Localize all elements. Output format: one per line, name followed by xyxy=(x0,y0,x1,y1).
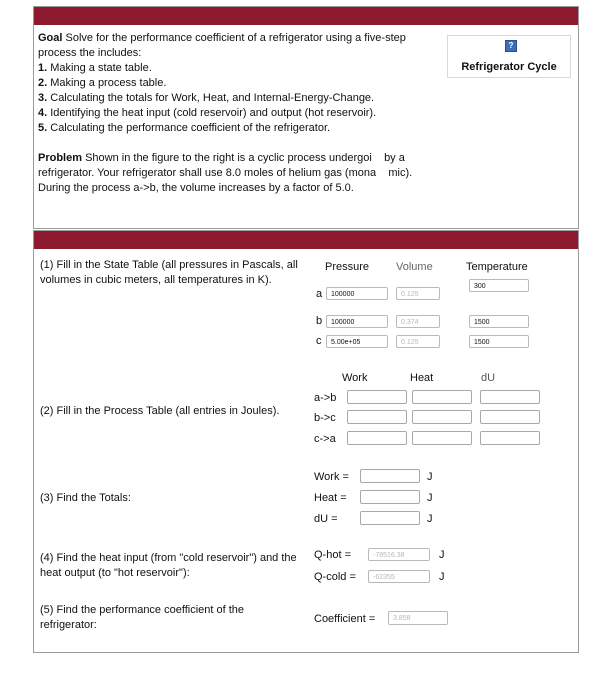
qhot-label: Q-hot = xyxy=(314,549,351,561)
qhot-unit: J xyxy=(439,549,445,561)
pressure-c-input[interactable]: 5.00e+05 xyxy=(326,335,388,348)
header-band xyxy=(34,7,578,25)
work-header: Work xyxy=(342,372,368,384)
state-b-label: b xyxy=(316,315,323,327)
coefficient-prompt: (5) Find the performance coefficient of the refrigerator: xyxy=(40,604,245,631)
heat-header: Heat xyxy=(410,372,434,384)
volume-b-input[interactable]: 0.374 xyxy=(396,315,440,328)
qcold-unit: J xyxy=(439,571,445,583)
coefficient-label: Coefficient = xyxy=(314,613,376,625)
temperature-header: Temperature xyxy=(466,261,528,273)
goal-text: Solve for the performance coefficient of a refrigerator using a five-step xyxy=(65,32,406,44)
goal-step-5 xyxy=(38,121,330,136)
goal-step-4 xyxy=(38,106,376,121)
problem-line3: During the process a->b, the volume increases by a factor of 5.0. xyxy=(38,182,354,194)
figure-link[interactable] xyxy=(447,35,571,78)
work-ab-input[interactable] xyxy=(347,390,407,404)
totals-prompt: (3) Find the Totals: xyxy=(40,492,131,504)
pressure-header: Pressure xyxy=(325,261,370,273)
du-header: dU xyxy=(481,372,496,384)
worksheet-card xyxy=(33,230,579,653)
problem-heading: Problem xyxy=(38,152,83,164)
pressure-b-input[interactable]: 100000 xyxy=(326,315,388,328)
problem-text: Shown in the figure to the right is a cyclic process undergoi by a xyxy=(85,152,405,164)
goal-step-1 xyxy=(38,61,152,76)
total-heat-label: Heat = xyxy=(314,492,347,504)
total-du-unit: J xyxy=(427,513,433,525)
state-table-prompt: (1) Fill in the State Table (all pressures in Pascals, all volumes in cubic meters, all temperatures in K). xyxy=(40,259,298,286)
process-table-prompt: (2) Fill in the Process Table (all entries in Joules). xyxy=(40,405,280,417)
total-heat-input[interactable] xyxy=(360,490,420,504)
figure-caption: Refrigerator Cycle xyxy=(461,61,557,73)
work-ca-input[interactable] xyxy=(347,431,407,445)
total-work-label: Work = xyxy=(314,471,349,483)
step-text: Making a state table. xyxy=(50,62,152,74)
process-bc-label: b->c xyxy=(314,412,336,424)
du-ca-input[interactable] xyxy=(480,431,540,445)
total-du-label: dU = xyxy=(314,513,338,525)
total-heat-unit: J xyxy=(427,492,433,504)
problem-line2: refrigerator. Your refrigerator shall use 8.0 moles of helium gas (mona mic). xyxy=(38,167,413,179)
worksheet-header-band xyxy=(34,231,578,249)
step-number: 1. xyxy=(38,62,48,74)
state-a-label: a xyxy=(316,288,323,300)
du-bc-input[interactable] xyxy=(480,410,540,424)
heat-ca-input[interactable] xyxy=(412,431,472,445)
state-c-label: c xyxy=(316,335,322,347)
coefficient-input[interactable]: 3.858 xyxy=(388,611,448,625)
process-ab-label: a->b xyxy=(314,392,337,404)
step-text: Making a process table. xyxy=(50,77,167,89)
qcold-label: Q-cold = xyxy=(314,571,356,583)
problem-line1 xyxy=(38,151,405,166)
pressure-a-input[interactable]: 100000 xyxy=(326,287,388,300)
step-number: 3. xyxy=(38,92,48,104)
heat-io-prompt: (4) Find the heat input (from "cold reservoir") and the heat output (to "hot reservoir"): xyxy=(40,552,297,579)
qhot-input[interactable]: -78516.38 xyxy=(368,548,430,561)
temperature-c-input[interactable]: 1500 xyxy=(469,335,529,348)
step-text: Calculating the performance coefficient of the refrigerator. xyxy=(50,122,331,134)
step-text: Identifying the heat input (cold reservoir) and output (hot reservoir). xyxy=(50,107,377,119)
goal-line2: process the includes: xyxy=(38,47,142,59)
total-work-unit: J xyxy=(427,471,433,483)
qcold-input[interactable]: -62355 xyxy=(368,570,430,583)
step-number: 2. xyxy=(38,77,48,89)
goal-line1 xyxy=(38,31,406,46)
work-bc-input[interactable] xyxy=(347,410,407,424)
du-ab-input[interactable] xyxy=(480,390,540,404)
goal-step-3 xyxy=(38,91,374,106)
goal-heading: Goal xyxy=(38,32,63,44)
volume-header: Volume xyxy=(396,261,433,273)
step-number: 5. xyxy=(38,122,48,134)
volume-c-input[interactable]: 0.125 xyxy=(396,335,440,348)
volume-a-input[interactable]: 0.125 xyxy=(396,287,440,300)
process-ca-label: c->a xyxy=(314,433,336,445)
step-text: Calculating the totals for Work, Heat, and Internal-Energy-Change. xyxy=(50,92,375,104)
total-work-input[interactable] xyxy=(360,469,420,483)
goal-problem-card xyxy=(33,6,579,229)
temperature-a-input[interactable]: 300 xyxy=(469,279,529,292)
heat-bc-input[interactable] xyxy=(412,410,472,424)
goal-step-2 xyxy=(38,76,166,91)
step-number: 4. xyxy=(38,107,48,119)
question-icon[interactable]: ? xyxy=(505,40,517,52)
heat-ab-input[interactable] xyxy=(412,390,472,404)
temperature-b-input[interactable]: 1500 xyxy=(469,315,529,328)
total-du-input[interactable] xyxy=(360,511,420,525)
